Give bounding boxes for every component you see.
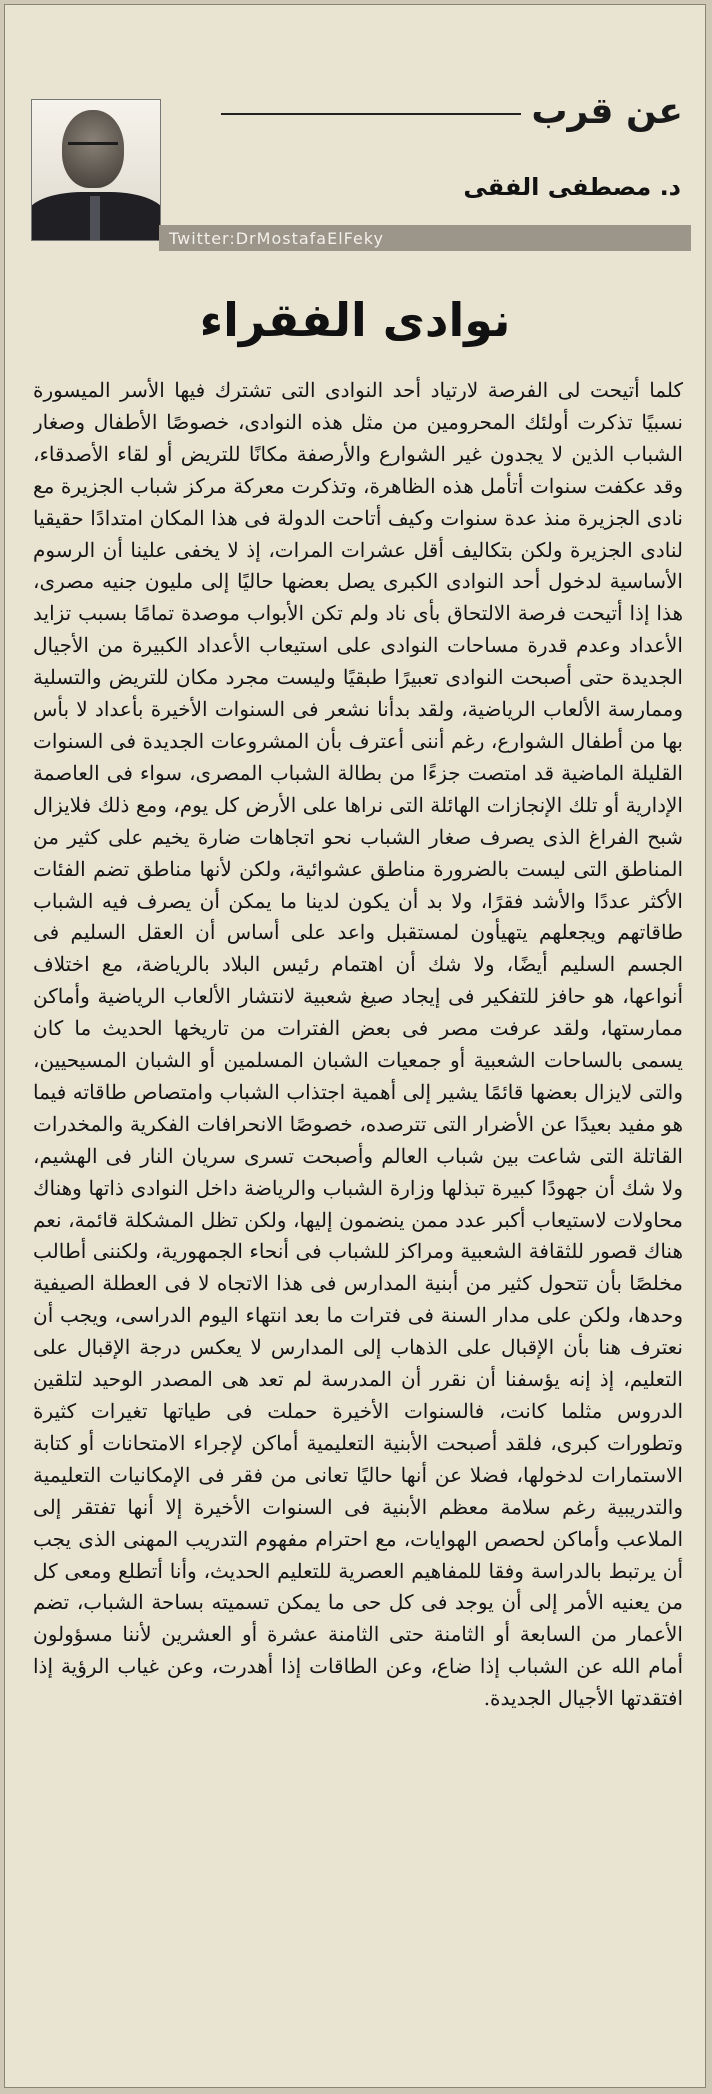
author-photo	[31, 99, 161, 241]
article-headline: نوادى الفقراء	[199, 293, 511, 347]
newspaper-clipping	[4, 4, 706, 2088]
author-glasses	[68, 142, 118, 155]
author-tie	[90, 196, 100, 240]
header-rule	[221, 113, 521, 115]
author-name: د. مصطفى الفقى	[463, 173, 681, 201]
column-header	[31, 77, 691, 259]
column-name: عن قرب	[531, 91, 683, 132]
twitter-bar	[159, 225, 691, 251]
twitter-handle: Twitter:DrMostafaElFeky	[169, 228, 384, 248]
article-body: كلما أتيحت لى الفرصة لارتياد أحد النوادى التى تشترك فيها الأسر الميسورة نسبيًا تذكرت أولئك المحرومين من مثل هذه النوادى، خصوصًا الأطفال وصغار الشباب الذين لا يجدون غير الشوارع والأرصفة مكانًا للتريض أو لقاء الأصدقاء، وقد عكفت سنوات أتأمل هذه الظاهرة، وتذكرت معركة مركز شباب الجزيرة مع نادى الجزيرة منذ عدة سنوات وكيف أتاحت الدولة فى هذا المكان امتدادًا حقيقيا لنادى الجزيرة ولكن بتكاليف أقل عشرات المرات، إذ لا يخفى علينا أن الرسوم الأساسية لدخول أحد النوادى الكبرى يصل بعضها حاليًا إلى مليون جنيه مصرى، هذا إذا أتيحت فرصة الالتحاق بأى ناد ولم تكن الأبواب موصدة تمامًا بسبب تزايد الأعداد وعدم قدرة مساحات النوادى على استيعاب الأعداد الكبيرة من الأجيال الجديدة حتى أصبحت النوادى تعبيرًا طبقيًا وليست مجرد مكان للتريض والتسلية وممارسة الألعاب الرياضية، ولقد بدأنا نشعر فى السنوات الأخيرة بأعداد لا بأس بها من أطفال الشوارع، رغم أننى أعترف بأن المشروعات الجديدة فى السنوات القليلة الماضية قد امتصت جزءًا من بطالة الشباب المصرى، سواء فى العاصمة الإدارية أو تلك الإنجازات الهائلة التى نراها على الأرض كل يوم، ومع ذلك فلايزال شبح الفراغ الذى يصرف صغار الشباب نحو اتجاهات ضارة يخيم على كثير من المناطق التى ليست بالضرورة مناطق عشوائية، ولكن لأنها مناطق تضم الفئات الأكثر عددًا والأشد فقرًا، ولا بد أن يكون لدينا ما يمكن أن يصرف فيه الشباب طاقاتهم ويجعلهم يتهيأون لمستقبل واعد على أساس أن العقل السليم فى الجسم السليم أيضًا، ولا شك أن اهتمام رئيس البلاد بالرياضة، مع اختلاف أنواعها، هو حافز للتفكير فى إيجاد صيغ شعبية لانتشار الألعاب الرياضية وأماكن ممارستها، ولقد عرفت مصر فى بعض الفترات من تاريخها الحديث ما كان يسمى بالساحات الشعبية أو جمعيات الشبان المسلمين أو الشبان المسيحيين، والتى لايزال بعضها قائمًا يشير إلى أهمية اجتذاب الشباب وامتصاص طاقاته فيما هو مفيد بعيدًا عن الأضرار التى تترصده، خصوصًا الانحرافات الفكرية والمخدرات القاتلة التى شاعت بين شباب العالم وأصبحت تسرى سريان النار فى الهشيم، ولا شك أن جهودًا كبيرة تبذلها وزارة الشباب والرياضة داخل النوادى ذاتها وهناك محاولات لاستيعاب أكبر عدد ممن ينضمون إليها، ولكن تظل المشكلة قائمة، نعم هناك قصور للثقافة الشعبية ومراكز للشباب فى أنحاء الجمهورية، ولكننى أطالب مخلصًا بأن تتحول كثير من أبنية المدارس فى هذا الاتجاه لا فى العطلة الصيفية وحدها، ولكن على مدار السنة فى فترات ما بعد انتهاء اليوم الدراسى، ويجب أن نعترف هنا بأن الإقبال على الذهاب إلى المدارس لا يعكس درجة الإقبال على التعليم، إذ إنه يؤسفنا أن نقرر أن المدرسة لم تعد هى المصدر الوحيد لتلقين الدروس مثلما كانت، فالسنوات الأخيرة حملت فى طياتها تغيرات كثيرة وتطورات كبرى، فلقد أصبحت الأبنية التعليمية أماكن لإجراء الامتحانات أو كتابة الاستمارات لدخولها، فضلا عن أنها حاليًا تعانى من فقر فى الإمكانيات التعليمية والتدريبية رغم سلامة معظم الأبنية فى السنوات الأخيرة إلا أنها تفتقر إلى الملاعب وأماكن لحصص الهوايات، مع احترام مفهوم التدريب المهنى الذى يجب أن يرتبط بالدراسة وفقا للمفاهيم العصرية للتعليم الحديث، وأنا أتطلع ومعى كل من يعنيه الأمر إلى أن يوجد فى كل حى ما يمكن تسميته بساحة الشباب، تضم الأعمار من السابعة أو الثامنة حتى الثامنة عشرة أو العشرين لأننا مسؤولون أمام الله عن الشباب إذا ضاع، وعن الطاقات إذا أهدرت، وعن غياب الرؤية إذا افتقدتها الأجيال الجديدة.	[33, 378, 683, 1711]
